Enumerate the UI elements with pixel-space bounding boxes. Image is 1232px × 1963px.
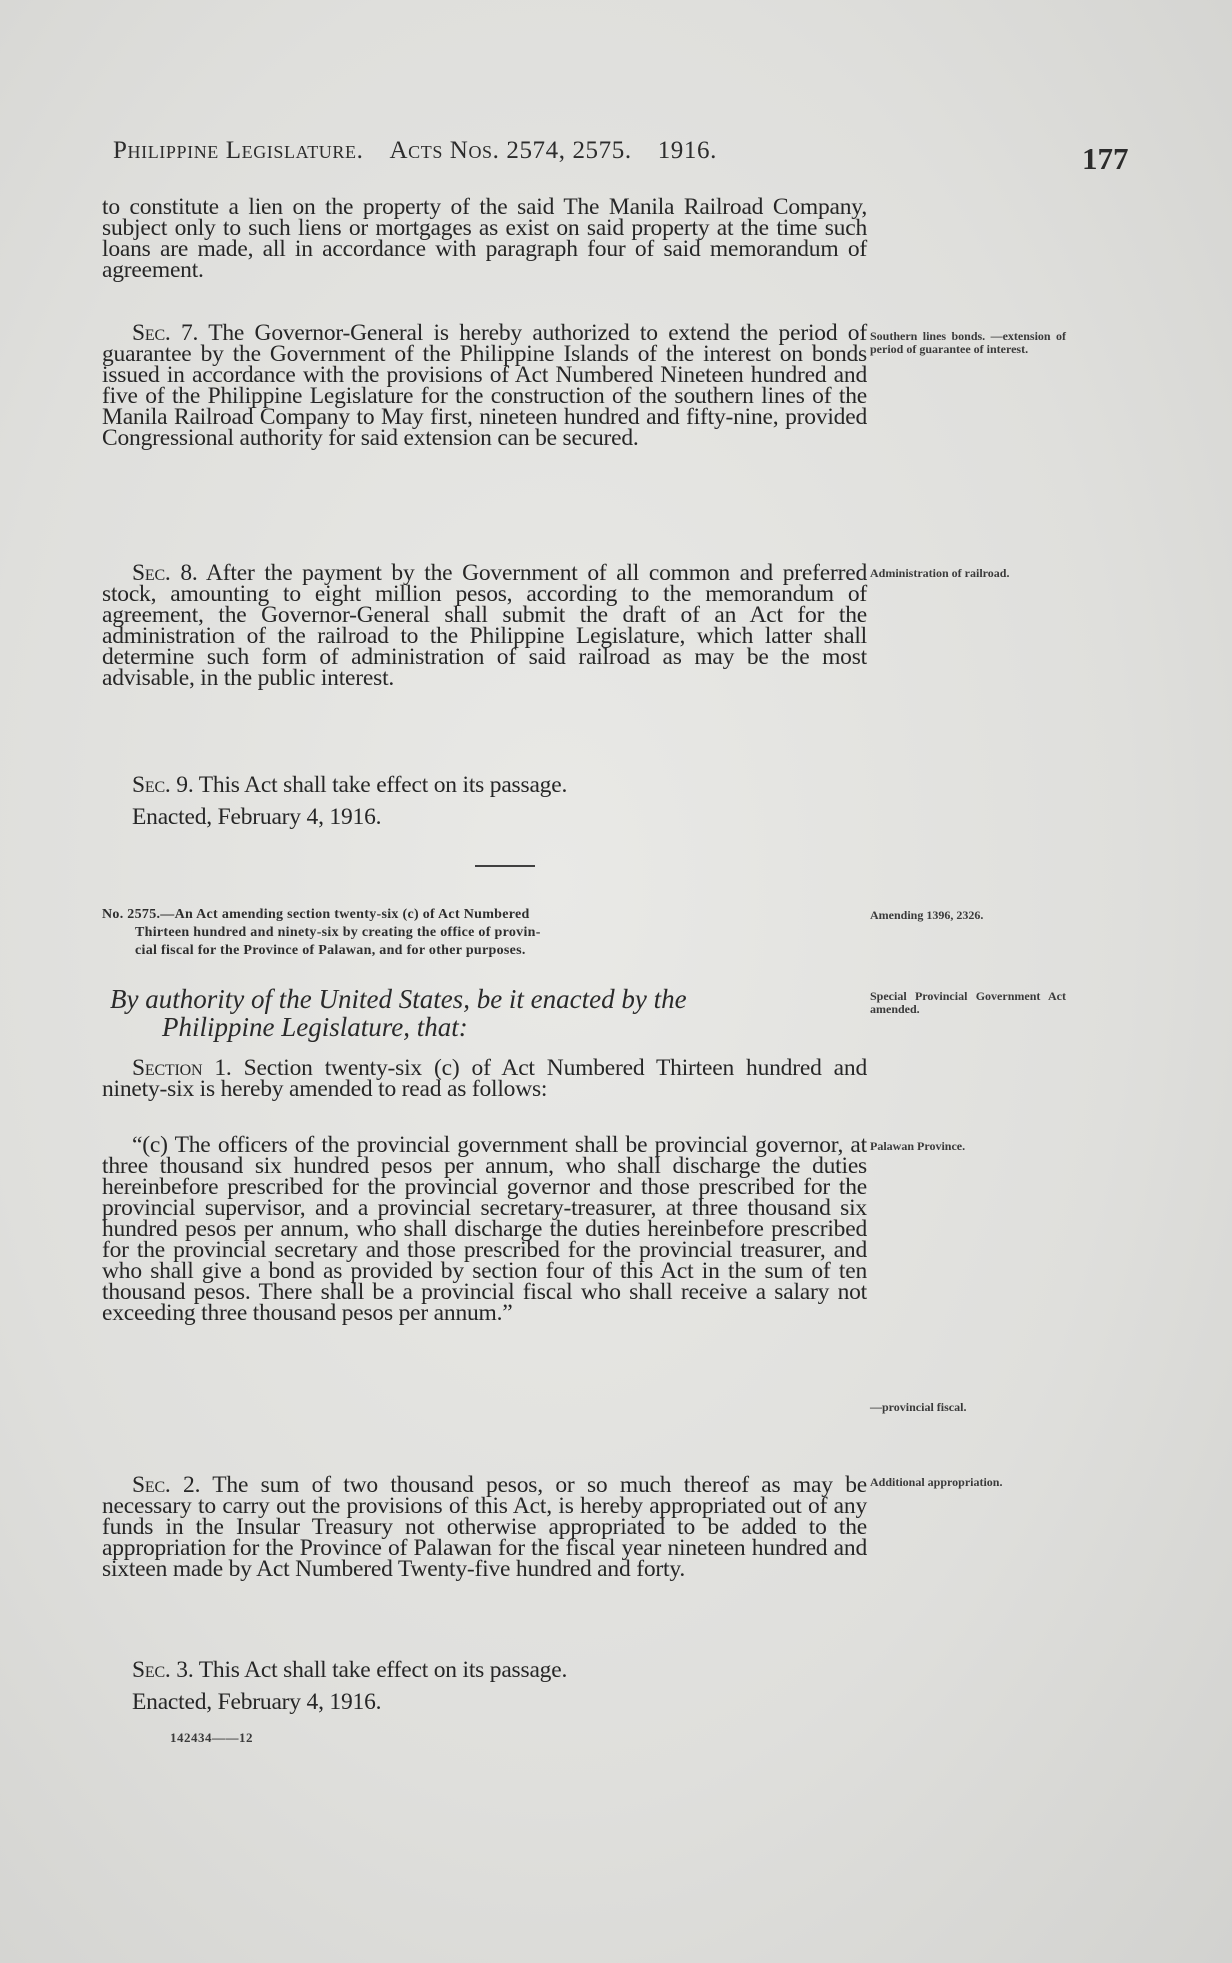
margin-note-administration: Administration of railroad.: [870, 566, 1010, 580]
act-2575-title: [102, 906, 862, 960]
paragraph-intro: to constitute a lien on the property of the said The Manila Railroad Company, subject only to such liens or mortgages as exist on said property at the time such loans are made, all in accordance with paragraph four of said memorandum of agreement.: [102, 194, 867, 283]
section-7-text: The Governor-General is hereby authorized to extend the period of guarantee by the Government of the Philippine Islands of the interest on bonds issued in accordance with the provisions of Act Numbered Nineteen hundred and five of the Philippine Legislature for the construction of the southern lines of the Manila Railroad Company to May first, nineteen hundred and fifty-nine, provided Congressional authority for said extension can be secured.: [102, 320, 867, 451]
margin-note-southern-lines: Southern lines bonds. —extension of period of guarantee of interest.: [870, 329, 1066, 356]
margin-note-amending: Amending 1396, 2326.: [870, 908, 984, 922]
enacted-date-1: Enacted, February 4, 1916.: [132, 804, 382, 830]
section-9-label: Sec. 9.: [132, 772, 194, 798]
enacting-clause: [110, 985, 870, 1041]
section-3-text: This Act shall take effect on its passage.: [198, 1657, 568, 1683]
section-7-label: Sec. 7.: [132, 320, 199, 346]
act-title-line-1: No. 2575.—An Act amending section twenty-six (c) of Act Numbered: [102, 907, 530, 922]
running-header: [113, 137, 853, 165]
section-3-label: Sec. 3.: [132, 1657, 194, 1683]
section-1-label: Section 1.: [132, 1055, 232, 1081]
section-2-text: The sum of two thousand pesos, or so much thereof as may be necessary to carry out the provisions of this Act, is hereby appropriated out of any funds in the Insular Treasury not otherwise appropriated to be added to the appropriation for the Province of Palawan for the fiscal year nineteen hundred and sixteen made by Act Numbered Twenty-five hundred and forty.: [102, 1472, 867, 1582]
act-title-line-3: cial fiscal for the Province of Palawan, and for other purposes.: [135, 943, 526, 958]
section-1-text: Section twenty-six (c) of Act Numbered Thirteen hundred and ninety-six is hereby amended to read as follows:: [102, 1055, 867, 1102]
enacting-line-1: By authority of the United States, be it enacted by the: [110, 984, 687, 1014]
section-9-text: This Act shall take effect on its passage.: [198, 772, 568, 798]
header-year: 1916.: [657, 137, 717, 164]
quoted-amendment: “(c) The officers of the provincial government shall be provincial governor, at three thousand six hundred pesos per annum, who shall discharge the duties hereinbefore prescribed for the provincial governor and those prescribed for the provincial supervisor, and a provincial secretary-treasurer, at three thousand six hundred pesos per annum, who shall discharge the duties hereinbefore prescribed for the provincial secretary and those prescribed for the provincial treasurer, and who shall give a bond as provided by section four of this Act in the sum of ten thousand pesos. There shall be a provincial fiscal who shall receive a salary not exceeding three thousand pesos per annum.”: [102, 1132, 867, 1326]
act-2575-section-2: [102, 1472, 867, 1582]
printer-footnote: 142434——12: [170, 1730, 253, 1745]
section-8-text: After the payment by the Government of all common and preferred stock, amounting to eight million pesos, according to the memorandum of agreement, the Governor-General shall submit the draft of an Act for the administration of the railroad to the Philippine Legislature, which latter shall determine such form of administration of said railroad as may be the most advisable, in the public interest.: [102, 560, 867, 691]
running-title: Philippine Legislature.: [113, 137, 364, 164]
section-divider: [475, 865, 535, 867]
section-8-label: Sec. 8.: [132, 560, 198, 586]
section-7: [102, 320, 867, 451]
enacting-line-2: Philippine Legislature, that:: [162, 1012, 468, 1042]
margin-note-fiscal: —provincial fiscal.: [870, 1400, 967, 1414]
margin-note-palawan: Palawan Province.: [870, 1139, 966, 1153]
enacted-date-2: Enacted, February 4, 1916.: [132, 1689, 382, 1715]
section-8: [102, 560, 867, 691]
margin-note-appropriation: Additional appropriation.: [870, 1475, 1003, 1489]
section-2-label: Sec. 2.: [132, 1472, 201, 1498]
page-number: 177: [1082, 141, 1129, 176]
acts-numbers: Acts Nos. 2574, 2575.: [389, 137, 632, 164]
section-9: [102, 772, 867, 798]
act-2575-section-1: [102, 1055, 867, 1102]
margin-note-special-provincial: Special Provincial Government Act amended.: [870, 989, 1066, 1016]
act-title-line-2: Thirteen hundred and ninety-six by creating the office of provin-: [135, 925, 541, 940]
act-2575-section-3: [102, 1657, 867, 1683]
